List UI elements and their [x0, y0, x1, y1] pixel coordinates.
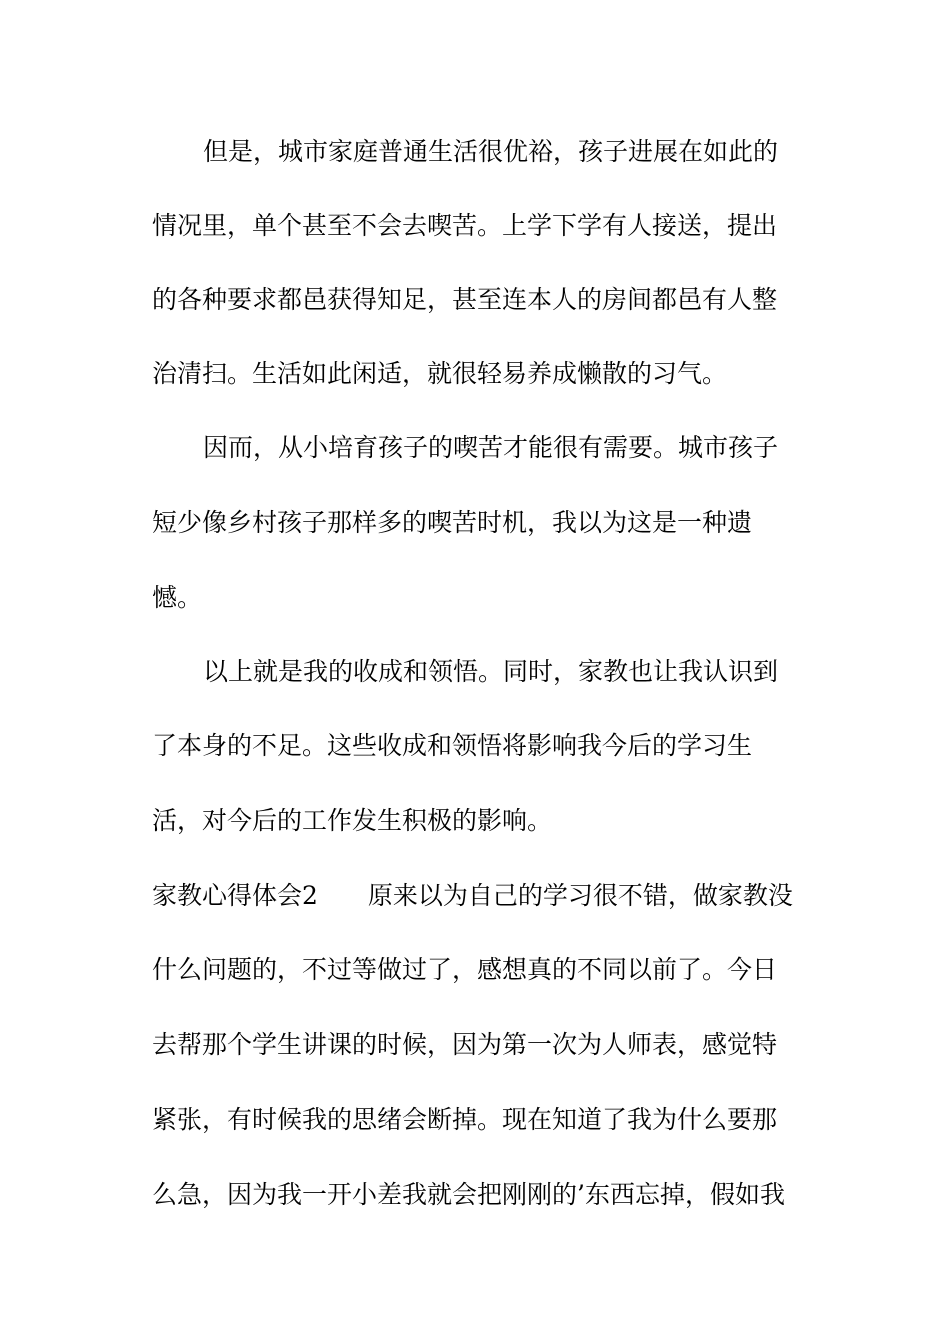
- paragraph-line: 短少像乡村孩子那样多的喫苦时机，我以为这是一种遗: [152, 508, 753, 537]
- section-heading-line: 家教心得体会2 原来以为自己的学习很不错，做家教没: [152, 881, 793, 910]
- paragraph-line: 了本身的不足。这些收成和领悟将影响我今后的学习生: [152, 731, 753, 760]
- paragraph-line: 憾。: [152, 583, 203, 612]
- paragraph-line: 么急，因为我一开小差我就会把刚刚的’东西忘掉，假如我: [152, 1180, 785, 1209]
- paragraph-line: 以上就是我的收成和领悟。同时，家教也让我认识到: [203, 657, 779, 686]
- paragraph-line: 去帮那个学生讲课的时候，因为第一次为人师表，感觉特: [152, 1030, 778, 1059]
- paragraph-line: 的各种要求都邑获得知足，甚至连本人的房间都邑有人整: [152, 285, 778, 314]
- paragraph-line: 紧张，有时候我的思绪会断掉。现在知道了我为什么要那: [152, 1105, 778, 1134]
- paragraph-line: 活，对今后的工作发生积极的影响。: [152, 806, 553, 835]
- paragraph-line: 什么问题的，不过等做过了，感想真的不同以前了。今日: [152, 955, 778, 984]
- paragraph-line: 但是，城市家庭普通生活很优裕，孩子进展在如此的: [203, 137, 779, 166]
- paragraph-line: 因而，从小培育孩子的喫苦才能很有需要。城市孩子: [203, 433, 779, 462]
- paragraph-line: 情况里，单个甚至不会去喫苦。上学下学有人接送，提出: [152, 211, 778, 240]
- paragraph-line: 治清扫。生活如此闲适，就很轻易养成懒散的习气。: [152, 359, 728, 388]
